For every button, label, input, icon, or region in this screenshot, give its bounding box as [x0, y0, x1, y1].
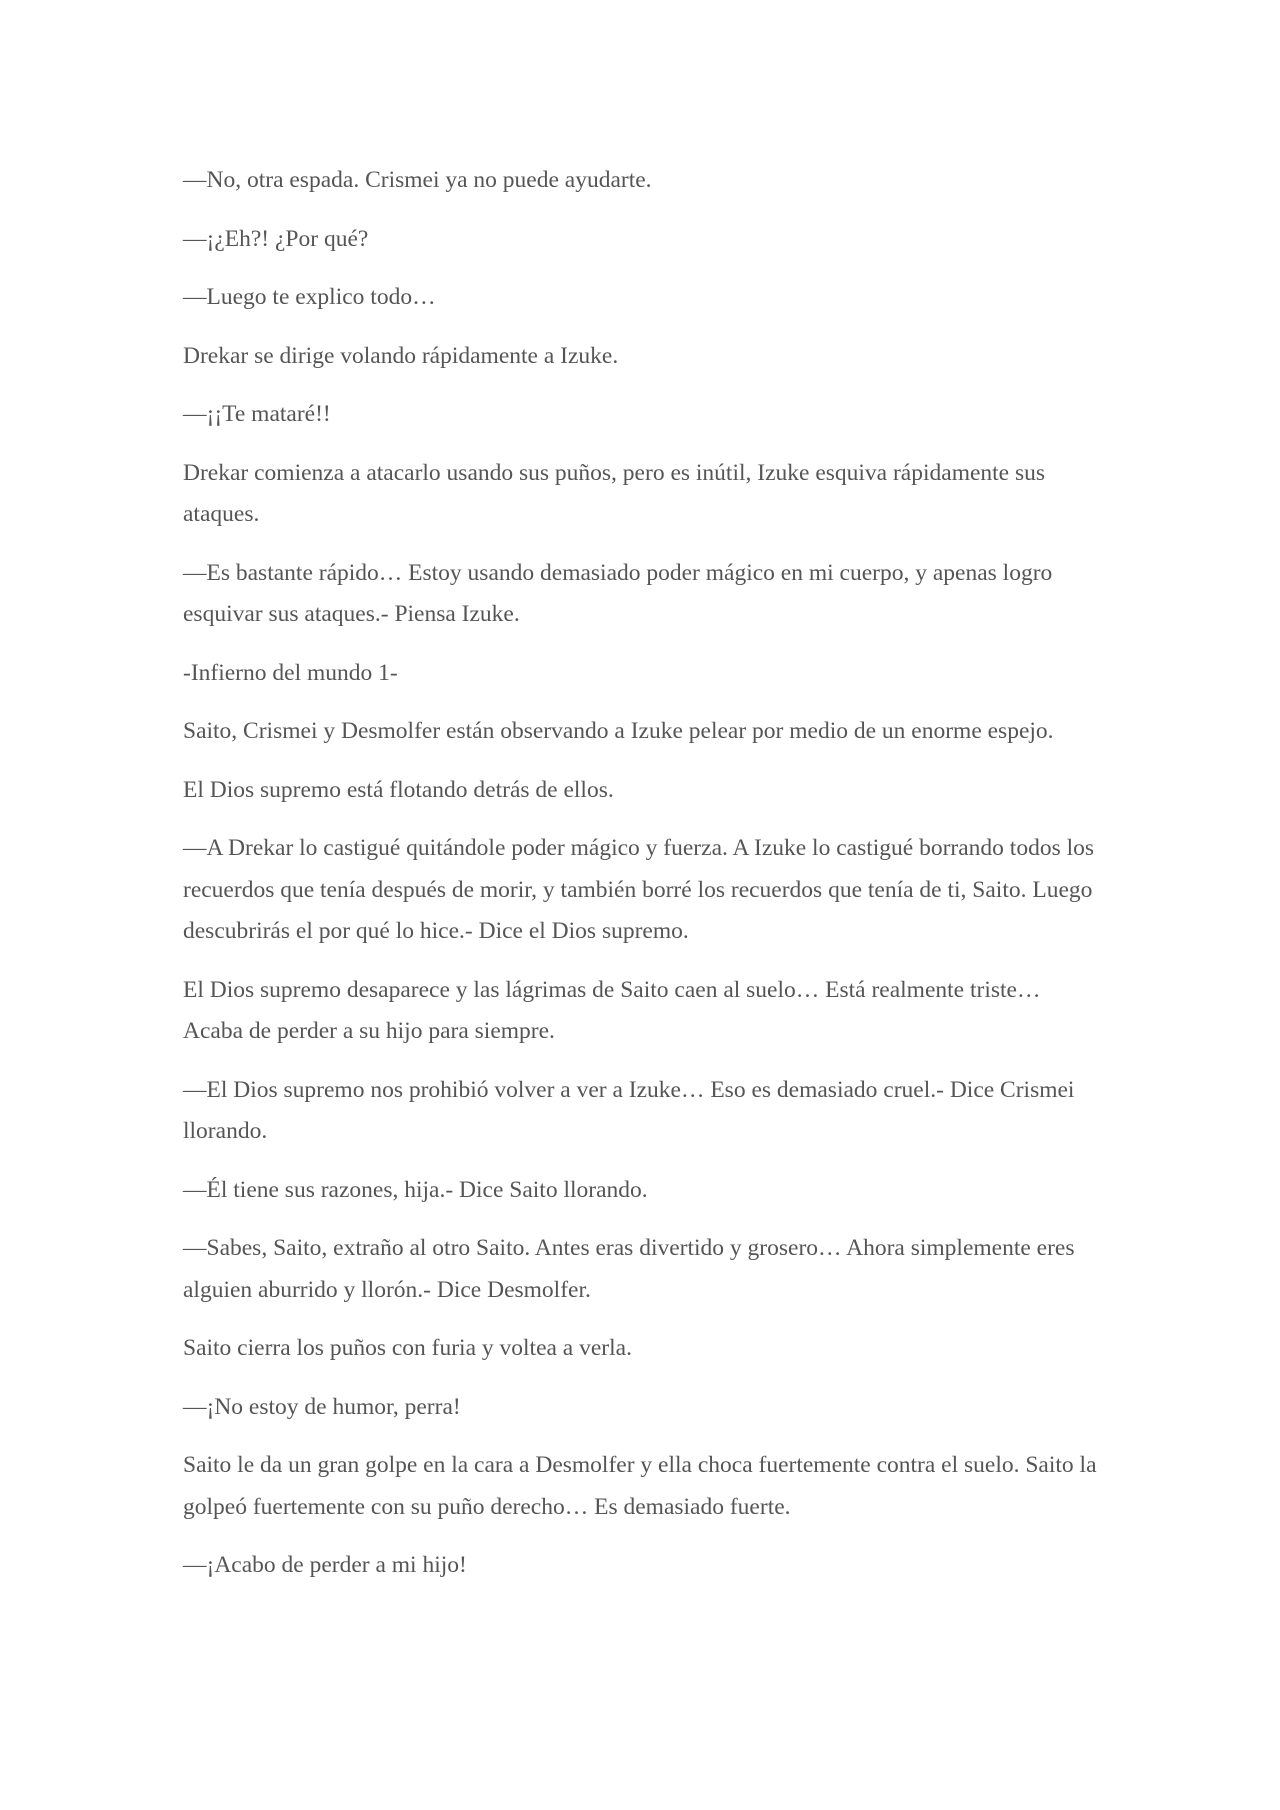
paragraph: —¡¡Te mataré!! — [183, 401, 331, 427]
paragraph: —¡¿Eh?! ¿Por qué? — [183, 225, 369, 252]
paragraph: Drekar comienza a atacarlo usando sus puños, pero es inútil, Izuke esquiva rápidamente sus ataques. — [183, 459, 1046, 527]
paragraph: Saito le da un gran golpe en la cara a Desmolfer y ella choca fuertemente contra el suelo. Saito la golpeó fuertemente con su puño derecho… Es demasiado fuerte. — [183, 1452, 1097, 1520]
paragraph: —No, otra espada. Crismei ya no puede ayudarte. — [183, 167, 652, 193]
paragraph: Saito, Crismei y Desmolfer están observando a Izuke pelear por medio de un enorme espejo. — [183, 718, 1054, 744]
paragraph: —Luego te explico todo… — [183, 284, 436, 310]
paragraph: -Infierno del mundo 1- — [183, 659, 398, 686]
paragraph: El Dios supremo está flotando detrás de ellos. — [183, 776, 614, 803]
paragraph: —Es bastante rápido… Estoy usando demasiado poder mágico en mi cuerpo, y apenas logro esquivar sus ataques.- Piensa Izuke. — [183, 559, 1053, 627]
paragraph: Drekar se dirige volando rápidamente a Izuke. — [183, 342, 619, 369]
paragraph: —Sabes, Saito, extraño al otro Saito. Antes eras divertido y grosero… Ahora simplemente eres alguien aburrido y llorón.- Dice Desmolfer. — [183, 1235, 1075, 1303]
paragraph: —¡Acabo de perder a mi hijo! — [183, 1552, 467, 1578]
paragraph: —Él tiene sus razones, hija.- Dice Saito llorando. — [183, 1176, 648, 1203]
paragraph: —A Drekar lo castigué quitándole poder mágico y fuerza. A Izuke lo castigué borrando todos los recuerdos que tenía después de morir, y también borré los recuerdos que tenía de ti, Saito. Luego descubrirás el por qué lo hice.- Dice el Dios supremo. — [183, 835, 1095, 944]
document-body — [183, 160, 1098, 1604]
paragraph: Saito cierra los puños con furia y voltea a verla. — [183, 1335, 632, 1361]
paragraph: —¡No estoy de humor, perra! — [183, 1393, 461, 1420]
paragraph: El Dios supremo desaparece y las lágrimas de Saito caen al suelo… Está realmente triste… Acaba de perder a su hijo para siempre. — [183, 976, 1041, 1044]
paragraph: —El Dios supremo nos prohibió volver a ver a Izuke… Eso es demasiado cruel.- Dice Crismei llorando. — [183, 1076, 1075, 1144]
